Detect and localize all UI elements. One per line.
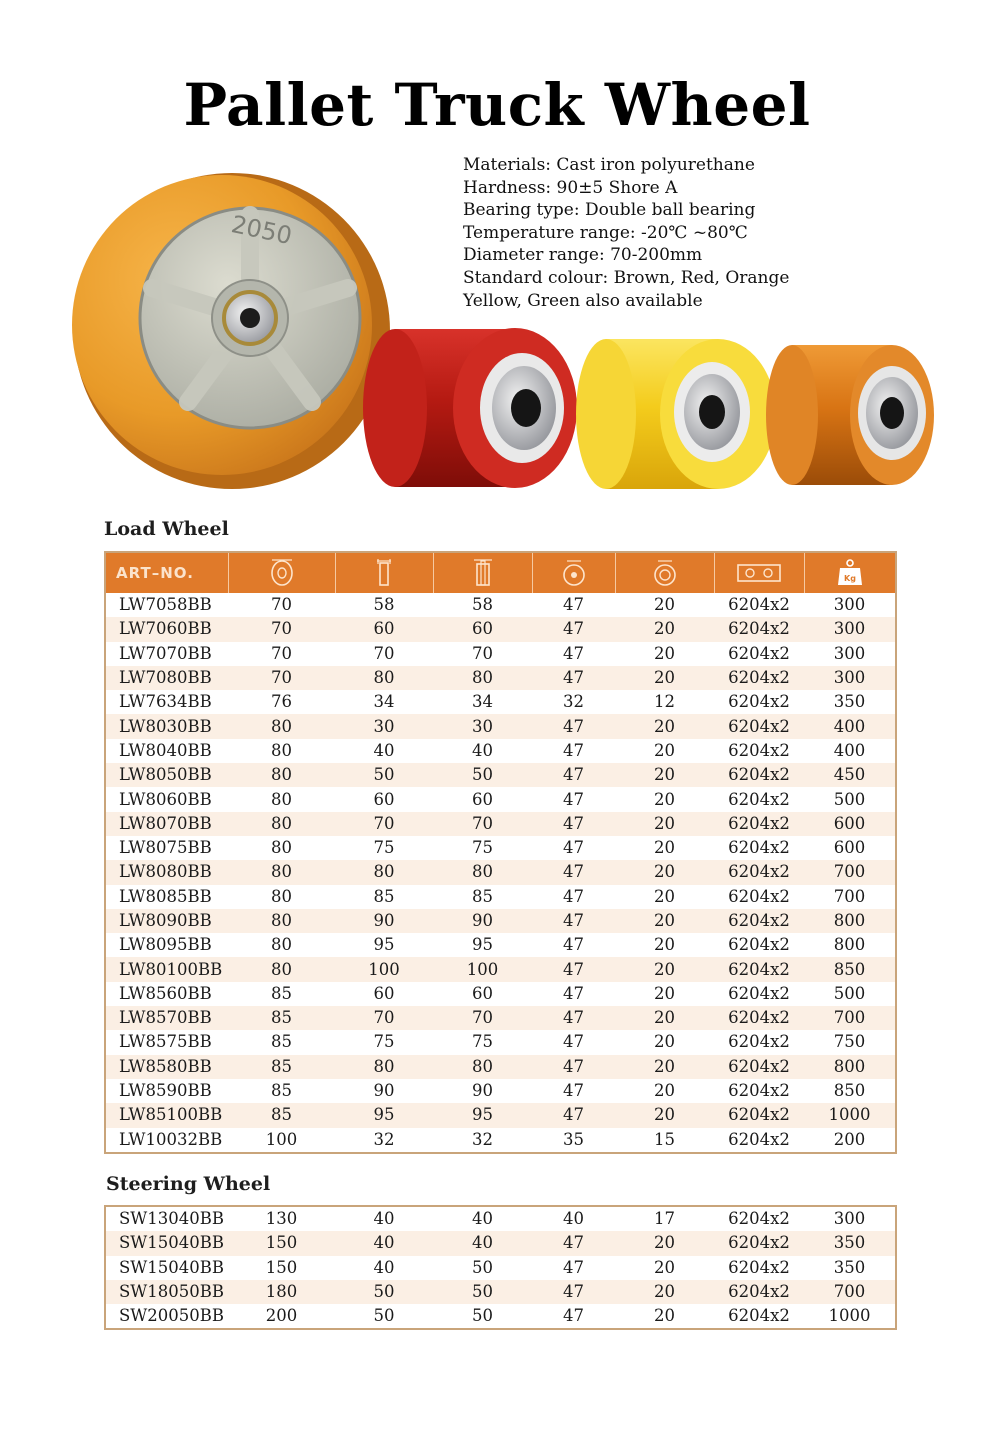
art-no-cell: LW8060BB bbox=[105, 787, 228, 811]
bore-cell: 47 bbox=[532, 1055, 615, 1079]
diameter-cell: 180 bbox=[228, 1280, 335, 1304]
orange-roller-photo bbox=[766, 345, 934, 485]
steering-wheel-heading: Steering Wheel bbox=[106, 1173, 271, 1195]
width-cell: 58 bbox=[335, 593, 433, 617]
table-row bbox=[105, 787, 896, 811]
width-cell: 85 bbox=[335, 885, 433, 909]
art-no-cell: LW7070BB bbox=[105, 642, 228, 666]
steering-wheel-table bbox=[104, 1205, 897, 1330]
diameter-cell: 85 bbox=[228, 1055, 335, 1079]
hub-length-cell: 40 bbox=[433, 739, 532, 763]
diameter-cell: 130 bbox=[228, 1206, 335, 1231]
spec-other-colours: Yellow, Green also available bbox=[463, 290, 703, 311]
width-cell: 40 bbox=[335, 1206, 433, 1231]
bore-cell: 47 bbox=[532, 836, 615, 860]
bore-cell: 47 bbox=[532, 1280, 615, 1304]
table-row bbox=[105, 909, 896, 933]
bore-cell: 40 bbox=[532, 1206, 615, 1231]
table-row bbox=[105, 593, 896, 617]
hub-length-cell: 70 bbox=[433, 812, 532, 836]
bearing-size-cell: 6204x2 bbox=[714, 1006, 804, 1030]
load-cell: 300 bbox=[804, 1206, 896, 1231]
hub-length-cell: 60 bbox=[433, 617, 532, 641]
diameter-cell: 70 bbox=[228, 593, 335, 617]
bearing-cell: 20 bbox=[615, 642, 714, 666]
table-row bbox=[105, 739, 896, 763]
width-cell: 70 bbox=[335, 642, 433, 666]
table-header-row bbox=[105, 552, 896, 593]
diameter-cell: 85 bbox=[228, 1030, 335, 1054]
spec-list bbox=[463, 154, 789, 312]
bearing-size-cell: 6204x2 bbox=[714, 593, 804, 617]
diameter-cell: 85 bbox=[228, 1006, 335, 1030]
bearing-size-cell: 6204x2 bbox=[714, 666, 804, 690]
bearing-size-cell: 6204x2 bbox=[714, 860, 804, 884]
table-row bbox=[105, 1103, 896, 1127]
load-cell: 1000 bbox=[804, 1304, 896, 1329]
hub-length-cell: 50 bbox=[433, 1304, 532, 1329]
load-cell: 450 bbox=[804, 763, 896, 787]
art-no-cell: LW10032BB bbox=[105, 1128, 228, 1153]
art-no-cell: LW8075BB bbox=[105, 836, 228, 860]
width-cell: 95 bbox=[335, 933, 433, 957]
hub-length-cell: 85 bbox=[433, 885, 532, 909]
bore-cell: 47 bbox=[532, 885, 615, 909]
art-no-cell: LW8095BB bbox=[105, 933, 228, 957]
hub-length-cell: 95 bbox=[433, 933, 532, 957]
diameter-cell: 150 bbox=[228, 1231, 335, 1255]
table-row bbox=[105, 1128, 896, 1153]
page-title: Pallet Truck Wheel bbox=[183, 70, 811, 139]
hub-length-cell: 58 bbox=[433, 593, 532, 617]
bearing-size-cell: 6204x2 bbox=[714, 642, 804, 666]
bore-cell: 47 bbox=[532, 1006, 615, 1030]
diameter-cell: 200 bbox=[228, 1304, 335, 1329]
load-cell: 850 bbox=[804, 1079, 896, 1103]
load-cell: 800 bbox=[804, 909, 896, 933]
hub-length-cell: 75 bbox=[433, 1030, 532, 1054]
width-cell: 75 bbox=[335, 1030, 433, 1054]
bearing-size-cell: 6204x2 bbox=[714, 1103, 804, 1127]
kg-label: Kg bbox=[843, 574, 856, 583]
hub-length-icon bbox=[433, 552, 532, 593]
table-row bbox=[105, 812, 896, 836]
width-cell: 50 bbox=[335, 1304, 433, 1329]
bearing-size-cell: 6204x2 bbox=[714, 1055, 804, 1079]
hub-length-cell: 50 bbox=[433, 1256, 532, 1280]
bearing-cell: 20 bbox=[615, 1256, 714, 1280]
bore-cell: 47 bbox=[532, 1304, 615, 1329]
table-row bbox=[105, 617, 896, 641]
hub-length-cell: 80 bbox=[433, 666, 532, 690]
diameter-cell: 80 bbox=[228, 812, 335, 836]
bearing-size-cell: 6204x2 bbox=[714, 885, 804, 909]
art-no-cell: SW15040BB bbox=[105, 1256, 228, 1280]
bearing-cell: 20 bbox=[615, 812, 714, 836]
width-cell: 32 bbox=[335, 1128, 433, 1153]
hub-length-cell: 70 bbox=[433, 1006, 532, 1030]
bore-cell: 35 bbox=[532, 1128, 615, 1153]
art-no-cell: LW8580BB bbox=[105, 1055, 228, 1079]
large-wheel-photo bbox=[72, 173, 390, 489]
bearing-cell: 20 bbox=[615, 836, 714, 860]
diameter-cell: 80 bbox=[228, 860, 335, 884]
art-no-cell: LW7060BB bbox=[105, 617, 228, 641]
art-no-cell: LW8070BB bbox=[105, 812, 228, 836]
diameter-cell: 70 bbox=[228, 642, 335, 666]
load-cell: 350 bbox=[804, 690, 896, 714]
bearing-size-cell: 6204x2 bbox=[714, 1206, 804, 1231]
table-row bbox=[105, 933, 896, 957]
width-cell: 90 bbox=[335, 909, 433, 933]
bore-cell: 47 bbox=[532, 1030, 615, 1054]
bore-cell: 47 bbox=[532, 763, 615, 787]
width-cell: 40 bbox=[335, 1256, 433, 1280]
bearing-size-cell: 6204x2 bbox=[714, 1079, 804, 1103]
width-cell: 50 bbox=[335, 763, 433, 787]
load-cell: 300 bbox=[804, 617, 896, 641]
load-cell: 400 bbox=[804, 739, 896, 763]
diameter-cell: 80 bbox=[228, 957, 335, 981]
bearing-size-cell: 6204x2 bbox=[714, 1256, 804, 1280]
bearing-size-cell: 6204x2 bbox=[714, 957, 804, 981]
load-cell: 800 bbox=[804, 1055, 896, 1079]
bearing-size-cell: 6204x2 bbox=[714, 1231, 804, 1255]
art-no-cell: LW8590BB bbox=[105, 1079, 228, 1103]
bearing-cell: 20 bbox=[615, 1055, 714, 1079]
art-no-cell: LW8085BB bbox=[105, 885, 228, 909]
bearing-cell: 20 bbox=[615, 909, 714, 933]
bearing-size-cell: 6204x2 bbox=[714, 909, 804, 933]
hub-length-cell: 50 bbox=[433, 763, 532, 787]
art-no-cell: SW20050BB bbox=[105, 1304, 228, 1329]
bearing-cell: 20 bbox=[615, 1006, 714, 1030]
bore-cell: 47 bbox=[532, 957, 615, 981]
hub-length-cell: 100 bbox=[433, 957, 532, 981]
width-cell: 70 bbox=[335, 1006, 433, 1030]
diameter-cell: 150 bbox=[228, 1256, 335, 1280]
load-cell: 700 bbox=[804, 885, 896, 909]
bearing-cell: 20 bbox=[615, 666, 714, 690]
table-row bbox=[105, 1206, 896, 1231]
load-cell: 850 bbox=[804, 957, 896, 981]
load-cell: 300 bbox=[804, 593, 896, 617]
art-no-cell: LW7634BB bbox=[105, 690, 228, 714]
table-row bbox=[105, 714, 896, 738]
bearing-cell: 20 bbox=[615, 1103, 714, 1127]
art-no-header: ART–NO. bbox=[105, 552, 228, 593]
table-row bbox=[105, 1231, 896, 1255]
bearing-cell: 15 bbox=[615, 1128, 714, 1153]
spec-hardness: Hardness: 90±5 Shore A bbox=[463, 177, 678, 198]
art-no-cell: SW18050BB bbox=[105, 1280, 228, 1304]
bearing-size-cell: 6204x2 bbox=[714, 1128, 804, 1153]
art-no-cell: LW85100BB bbox=[105, 1103, 228, 1127]
bearing-size-cell: 6204x2 bbox=[714, 1280, 804, 1304]
table-row bbox=[105, 1079, 896, 1103]
bearing-size-cell: 6204x2 bbox=[714, 933, 804, 957]
bearing-cell: 20 bbox=[615, 1280, 714, 1304]
bearing-size-cell: 6204x2 bbox=[714, 690, 804, 714]
hub-length-cell: 50 bbox=[433, 1280, 532, 1304]
bearing-cell: 20 bbox=[615, 1079, 714, 1103]
hub-length-cell: 90 bbox=[433, 909, 532, 933]
bearing-cell: 20 bbox=[615, 739, 714, 763]
art-no-cell: LW7080BB bbox=[105, 666, 228, 690]
bore-diameter-icon bbox=[532, 552, 615, 593]
spec-bearing-type: Bearing type: Double ball bearing bbox=[463, 200, 756, 221]
bearing-size-cell: 6204x2 bbox=[714, 617, 804, 641]
width-cell: 30 bbox=[335, 714, 433, 738]
spec-temperature-range: Temperature range: -20℃ ~80℃ bbox=[463, 222, 748, 243]
diameter-cell: 70 bbox=[228, 617, 335, 641]
bore-cell: 47 bbox=[532, 982, 615, 1006]
load-cell: 1000 bbox=[804, 1103, 896, 1127]
diameter-cell: 80 bbox=[228, 909, 335, 933]
width-cell: 80 bbox=[335, 860, 433, 884]
bore-cell: 47 bbox=[532, 1256, 615, 1280]
hub-length-cell: 95 bbox=[433, 1103, 532, 1127]
width-cell: 60 bbox=[335, 617, 433, 641]
width-cell: 40 bbox=[335, 739, 433, 763]
load-cell: 300 bbox=[804, 642, 896, 666]
diameter-cell: 80 bbox=[228, 739, 335, 763]
load-cell: 800 bbox=[804, 933, 896, 957]
width-cell: 90 bbox=[335, 1079, 433, 1103]
diameter-cell: 80 bbox=[228, 763, 335, 787]
bearing-size-cell: 6204x2 bbox=[714, 812, 804, 836]
steering-wheel-rows bbox=[105, 1206, 896, 1329]
bearing-cell: 20 bbox=[615, 885, 714, 909]
load-cell: 500 bbox=[804, 982, 896, 1006]
bore-cell: 47 bbox=[532, 739, 615, 763]
bearing-cell: 20 bbox=[615, 617, 714, 641]
art-no-cell: LW8560BB bbox=[105, 982, 228, 1006]
load-cell: 700 bbox=[804, 1280, 896, 1304]
art-no-cell: LW8080BB bbox=[105, 860, 228, 884]
hub-length-cell: 90 bbox=[433, 1079, 532, 1103]
hub-length-cell: 40 bbox=[433, 1206, 532, 1231]
red-roller-photo bbox=[363, 328, 577, 488]
bore-cell: 47 bbox=[532, 1231, 615, 1255]
art-no-cell: LW80100BB bbox=[105, 957, 228, 981]
bore-cell: 47 bbox=[532, 909, 615, 933]
wheel-diameter-icon bbox=[228, 552, 335, 593]
bearing-cell: 20 bbox=[615, 933, 714, 957]
bore-cell: 47 bbox=[532, 933, 615, 957]
art-no-cell: SW13040BB bbox=[105, 1206, 228, 1231]
bore-cell: 47 bbox=[532, 642, 615, 666]
table-row bbox=[105, 885, 896, 909]
hub-length-cell: 34 bbox=[433, 690, 532, 714]
hub-length-cell: 40 bbox=[433, 1231, 532, 1255]
diameter-cell: 80 bbox=[228, 885, 335, 909]
hub-length-cell: 32 bbox=[433, 1128, 532, 1153]
diameter-cell: 80 bbox=[228, 714, 335, 738]
bore-cell: 47 bbox=[532, 1103, 615, 1127]
table-row bbox=[105, 1304, 896, 1329]
bearing-size-icon bbox=[714, 552, 804, 593]
hub-length-cell: 60 bbox=[433, 982, 532, 1006]
hub-length-cell: 80 bbox=[433, 1055, 532, 1079]
art-no-cell: LW8575BB bbox=[105, 1030, 228, 1054]
bore-cell: 47 bbox=[532, 812, 615, 836]
width-cell: 80 bbox=[335, 1055, 433, 1079]
spec-diameter-range: Diameter range: 70-200mm bbox=[463, 245, 703, 266]
load-cell: 400 bbox=[804, 714, 896, 738]
table-row bbox=[105, 836, 896, 860]
hub-length-cell: 70 bbox=[433, 642, 532, 666]
hub-marking: 2050 bbox=[228, 210, 295, 251]
table-row bbox=[105, 860, 896, 884]
table-row bbox=[105, 1030, 896, 1054]
art-no-cell: LW8050BB bbox=[105, 763, 228, 787]
art-no-cell: LW8030BB bbox=[105, 714, 228, 738]
hub-length-cell: 60 bbox=[433, 787, 532, 811]
width-cell: 95 bbox=[335, 1103, 433, 1127]
yellow-roller-photo bbox=[576, 339, 776, 489]
bore-cell: 47 bbox=[532, 666, 615, 690]
table-row bbox=[105, 957, 896, 981]
bearing-size-cell: 6204x2 bbox=[714, 836, 804, 860]
load-cell: 700 bbox=[804, 860, 896, 884]
bearing-cell: 20 bbox=[615, 593, 714, 617]
bore-cell: 47 bbox=[532, 860, 615, 884]
width-cell: 50 bbox=[335, 1280, 433, 1304]
load-cell: 600 bbox=[804, 812, 896, 836]
diameter-cell: 76 bbox=[228, 690, 335, 714]
diameter-cell: 100 bbox=[228, 1128, 335, 1153]
load-cell: 500 bbox=[804, 787, 896, 811]
width-cell: 34 bbox=[335, 690, 433, 714]
table-row bbox=[105, 1006, 896, 1030]
load-wheel-heading: Load Wheel bbox=[104, 518, 229, 540]
bore-cell: 47 bbox=[532, 714, 615, 738]
table-row bbox=[105, 982, 896, 1006]
art-no-cell: LW7058BB bbox=[105, 593, 228, 617]
bearing-cell: 20 bbox=[615, 1304, 714, 1329]
diameter-cell: 85 bbox=[228, 1079, 335, 1103]
table-row bbox=[105, 763, 896, 787]
load-cell: 700 bbox=[804, 1006, 896, 1030]
table-row bbox=[105, 690, 896, 714]
bearing-cell: 20 bbox=[615, 982, 714, 1006]
bearing-cell: 20 bbox=[615, 1030, 714, 1054]
load-wheel-rows bbox=[105, 593, 896, 1153]
load-wheel-table bbox=[104, 551, 897, 1154]
bearing-size-cell: 6204x2 bbox=[714, 787, 804, 811]
bearing-size-cell: 6204x2 bbox=[714, 714, 804, 738]
load-cell: 350 bbox=[804, 1231, 896, 1255]
table-row bbox=[105, 1280, 896, 1304]
load-cell: 750 bbox=[804, 1030, 896, 1054]
hub-length-cell: 75 bbox=[433, 836, 532, 860]
table-row bbox=[105, 1055, 896, 1079]
bearing-size-cell: 6204x2 bbox=[714, 1030, 804, 1054]
hub-length-cell: 80 bbox=[433, 860, 532, 884]
load-cell: 350 bbox=[804, 1256, 896, 1280]
diameter-cell: 85 bbox=[228, 982, 335, 1006]
bore-cell: 47 bbox=[532, 1079, 615, 1103]
bearing-cell: 20 bbox=[615, 763, 714, 787]
bore-cell: 47 bbox=[532, 787, 615, 811]
width-cell: 60 bbox=[335, 982, 433, 1006]
bearing-cell: 12 bbox=[615, 690, 714, 714]
width-cell: 70 bbox=[335, 812, 433, 836]
table-row bbox=[105, 642, 896, 666]
bearing-cell: 20 bbox=[615, 957, 714, 981]
wheel-width-icon bbox=[335, 552, 433, 593]
table-row bbox=[105, 1256, 896, 1280]
table-row bbox=[105, 666, 896, 690]
art-no-cell: LW8040BB bbox=[105, 739, 228, 763]
diameter-cell: 80 bbox=[228, 836, 335, 860]
bore-cell: 47 bbox=[532, 617, 615, 641]
art-no-cell: LW8090BB bbox=[105, 909, 228, 933]
art-no-cell: LW8570BB bbox=[105, 1006, 228, 1030]
bearing-size-cell: 6204x2 bbox=[714, 982, 804, 1006]
bore-cell: 47 bbox=[532, 593, 615, 617]
spec-standard-colour: Standard colour: Brown, Red, Orange bbox=[463, 267, 790, 288]
bearing-icon bbox=[615, 552, 714, 593]
hub-length-cell: 30 bbox=[433, 714, 532, 738]
load-cell: 200 bbox=[804, 1128, 896, 1153]
width-cell: 80 bbox=[335, 666, 433, 690]
diameter-cell: 85 bbox=[228, 1103, 335, 1127]
diameter-cell: 80 bbox=[228, 933, 335, 957]
bearing-cell: 20 bbox=[615, 787, 714, 811]
bearing-size-cell: 6204x2 bbox=[714, 739, 804, 763]
art-no-cell: SW15040BB bbox=[105, 1231, 228, 1255]
bearing-size-cell: 6204x2 bbox=[714, 763, 804, 787]
bore-cell: 32 bbox=[532, 690, 615, 714]
width-cell: 100 bbox=[335, 957, 433, 981]
width-cell: 60 bbox=[335, 787, 433, 811]
bearing-cell: 20 bbox=[615, 860, 714, 884]
bearing-cell: 20 bbox=[615, 1231, 714, 1255]
load-cell: 600 bbox=[804, 836, 896, 860]
bearing-size-cell: 6204x2 bbox=[714, 1304, 804, 1329]
width-cell: 40 bbox=[335, 1231, 433, 1255]
width-cell: 75 bbox=[335, 836, 433, 860]
load-capacity-icon bbox=[804, 552, 896, 593]
bearing-cell: 17 bbox=[615, 1206, 714, 1231]
bearing-cell: 20 bbox=[615, 714, 714, 738]
diameter-cell: 70 bbox=[228, 666, 335, 690]
spec-materials: Materials: Cast iron polyurethane bbox=[463, 155, 755, 175]
load-cell: 300 bbox=[804, 666, 896, 690]
diameter-cell: 80 bbox=[228, 787, 335, 811]
